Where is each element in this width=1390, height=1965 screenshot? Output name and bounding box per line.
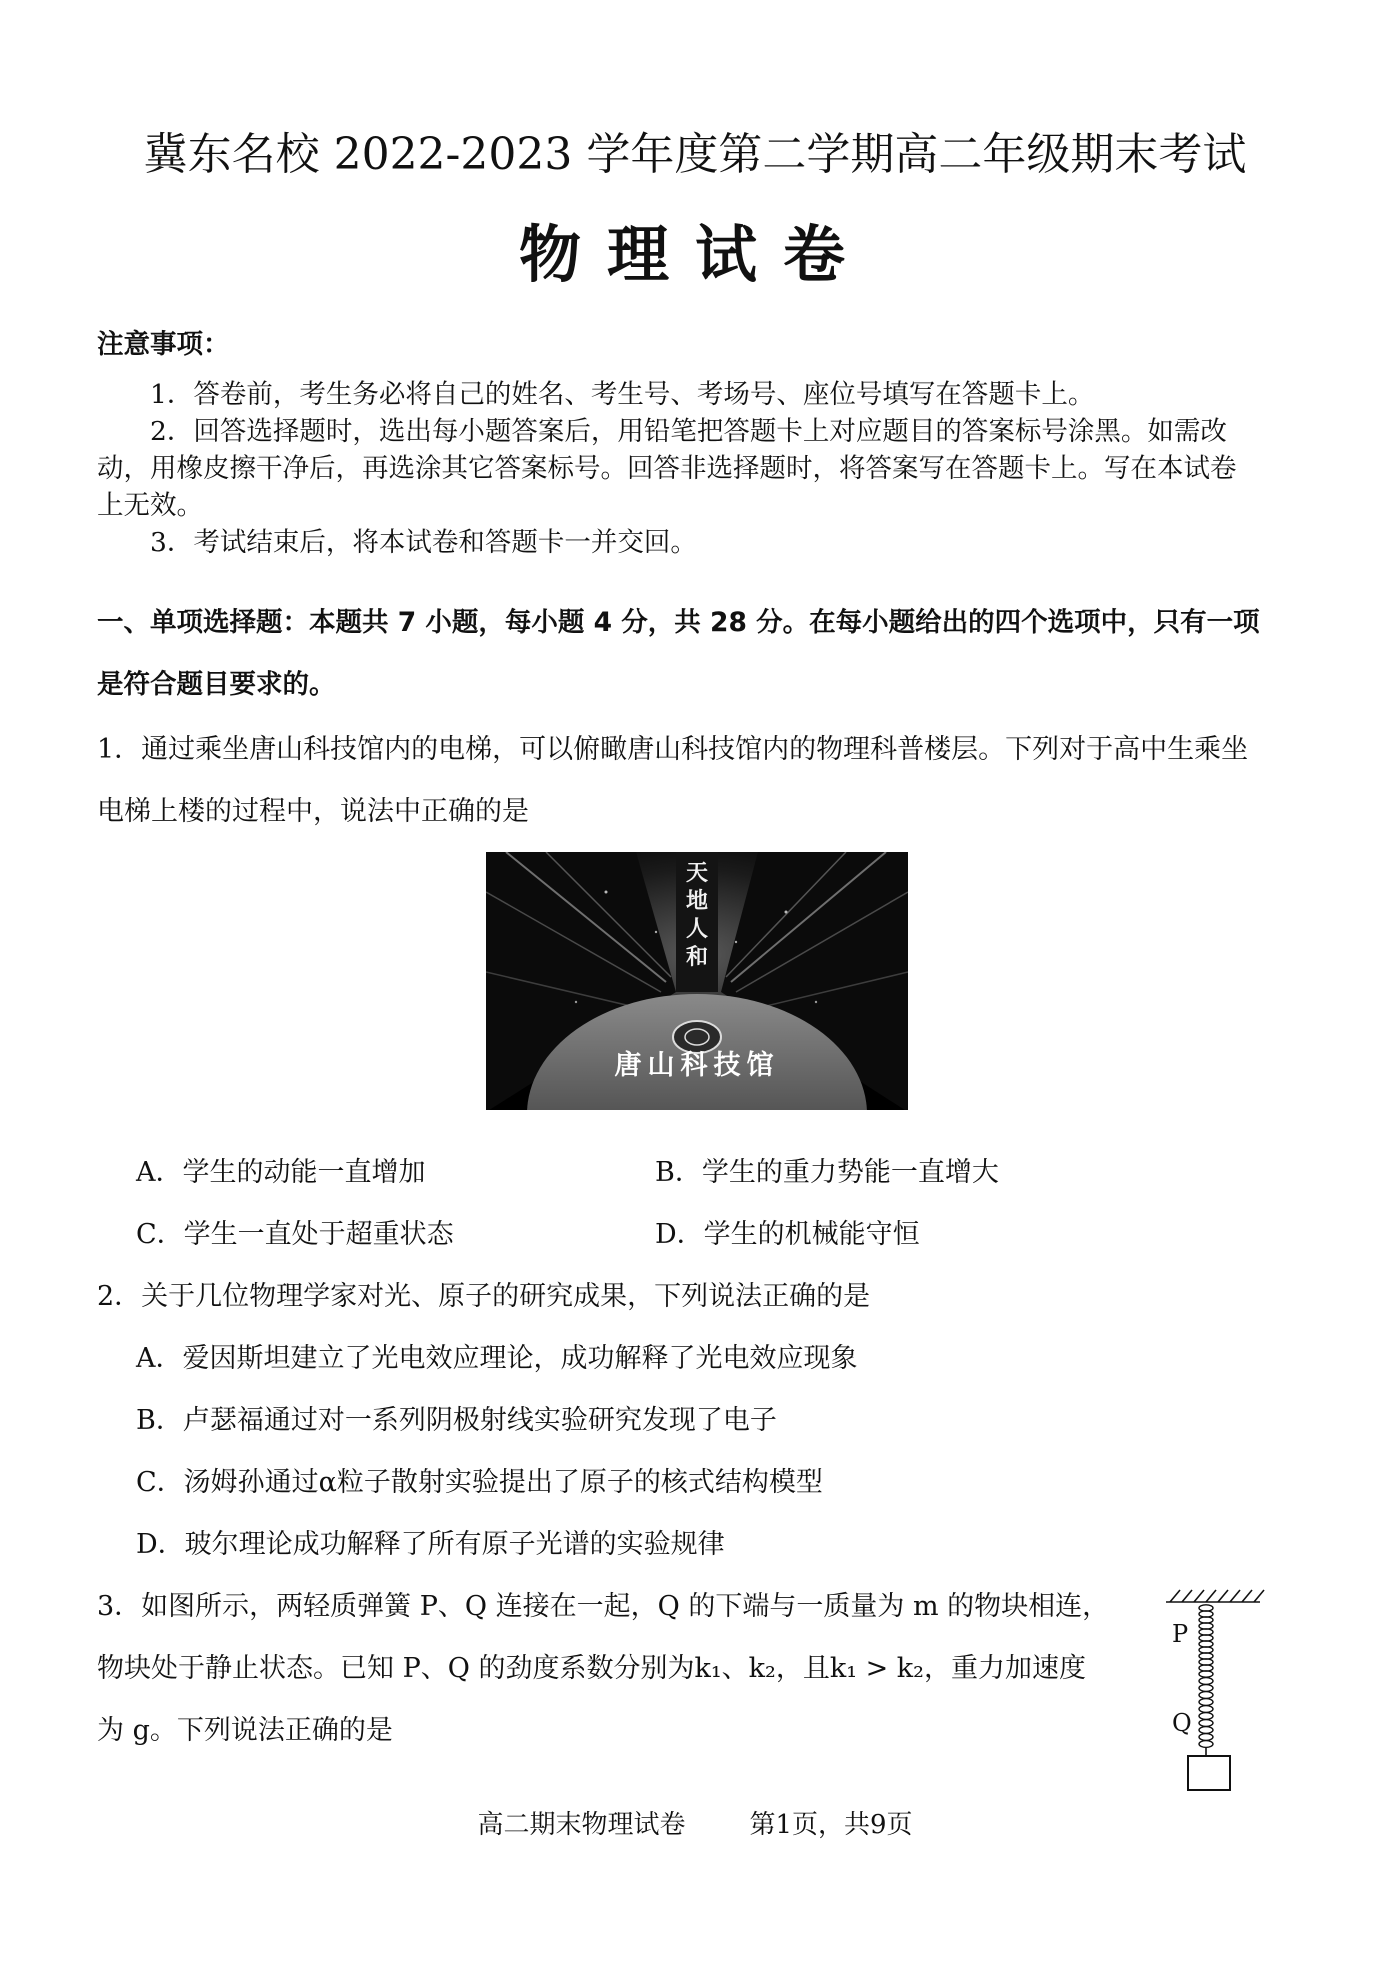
q2-option-a: A．爱因斯坦建立了光电效应理论，成功解释了光电效应现象	[136, 1343, 858, 1374]
q1-option-d: D．学生的机械能守恒	[655, 1219, 920, 1250]
spring-q	[1199, 1678, 1213, 1748]
q1-stem-cont: 电梯上楼的过程中，说法中正确的是	[97, 796, 529, 827]
spring-q-label: Q	[1172, 1709, 1192, 1737]
exam-subject-title: 物理试卷	[518, 218, 871, 291]
q3-stem-end: 为 g。下列说法正确的是	[97, 1715, 393, 1746]
q3-stem-cont: 物块处于静止状态。已知 P、Q 的劲度系数分别为k₁、k₂，且k₁ > k₂，重力加速度	[97, 1653, 1086, 1684]
spring-p-label: P	[1172, 1620, 1189, 1648]
q2-option-c: C．汤姆孙通过α粒子散射实验提出了原子的核式结构模型	[136, 1467, 823, 1498]
photo-vertical-char-4: 和	[685, 945, 709, 970]
q1-stem: 1．通过乘坐唐山科技馆内的电梯，可以俯瞰唐山科技馆内的物理科普楼层。下列对于高中生乘坐	[97, 734, 1249, 765]
q2-stem: 2．关于几位物理学家对光、原子的研究成果，下列说法正确的是	[97, 1281, 871, 1312]
science-museum-photo-art	[486, 852, 908, 1110]
q2-option-d: D．玻尔理论成功解释了所有原子光谱的实验规律	[136, 1529, 725, 1560]
q3-stem: 3．如图所示，两轻质弹簧 P、Q 连接在一起，Q 的下端与一质量为 m 的物块相连，	[97, 1591, 1110, 1622]
photo-vertical-char-2: 地	[685, 889, 709, 914]
spring-p	[1199, 1605, 1213, 1677]
notice-item-2-end: 上无效。	[97, 490, 203, 521]
page-footer	[0, 1804, 1390, 1841]
notice-item-2-cont: 动，用橡皮擦干净后，再选涂其它答案标号。回答非选择题时，将答案写在答题卡上。写在本试卷	[97, 453, 1237, 484]
footer-exam-name: 高二期末物理试卷	[477, 1810, 686, 1840]
section-one-heading: 一、单项选择题：本题共 7 小题，每小题 4 分，共 28 分。在每小题给出的四个选项中，只有一项	[97, 607, 1260, 638]
photo-sign: 唐山科技馆	[614, 1050, 780, 1081]
exam-title: 冀东名校 2022-2023 学年度第二学期高二年级期末考试	[143, 129, 1247, 180]
photo-vertical-char-1: 天	[685, 861, 709, 886]
mass-block	[1188, 1756, 1230, 1790]
q1-option-b: B．学生的重力势能一直增大	[655, 1157, 999, 1188]
science-museum-photo	[486, 852, 908, 1110]
q1-option-a: A．学生的动能一直增加	[136, 1157, 426, 1188]
photo-vertical-char-3: 人	[685, 917, 709, 942]
q1-option-c: C．学生一直处于超重状态	[136, 1219, 454, 1250]
footer-page-info: 第1页，共9页	[749, 1810, 913, 1840]
notice-item-1: 1．答卷前，考生务必将自己的姓名、考生号、考场号、座位号填写在答题卡上。	[150, 379, 1095, 410]
ceiling-hatch	[1166, 1590, 1264, 1602]
notice-item-2: 2．回答选择题时，选出每小题答案后，用铅笔把答题卡上对应题目的答案标号涂黑。如需改	[150, 416, 1227, 447]
notice-heading: 注意事项：	[97, 329, 230, 360]
q2-option-b: B．卢瑟福通过对一系列阴极射线实验研究发现了电子	[136, 1405, 777, 1436]
section-one-heading-cont: 是符合题目要求的。	[97, 669, 336, 700]
notice-item-3: 3．考试结束后，将本试卷和答题卡一并交回。	[150, 527, 697, 558]
spring-block-figure	[1160, 1588, 1270, 1798]
